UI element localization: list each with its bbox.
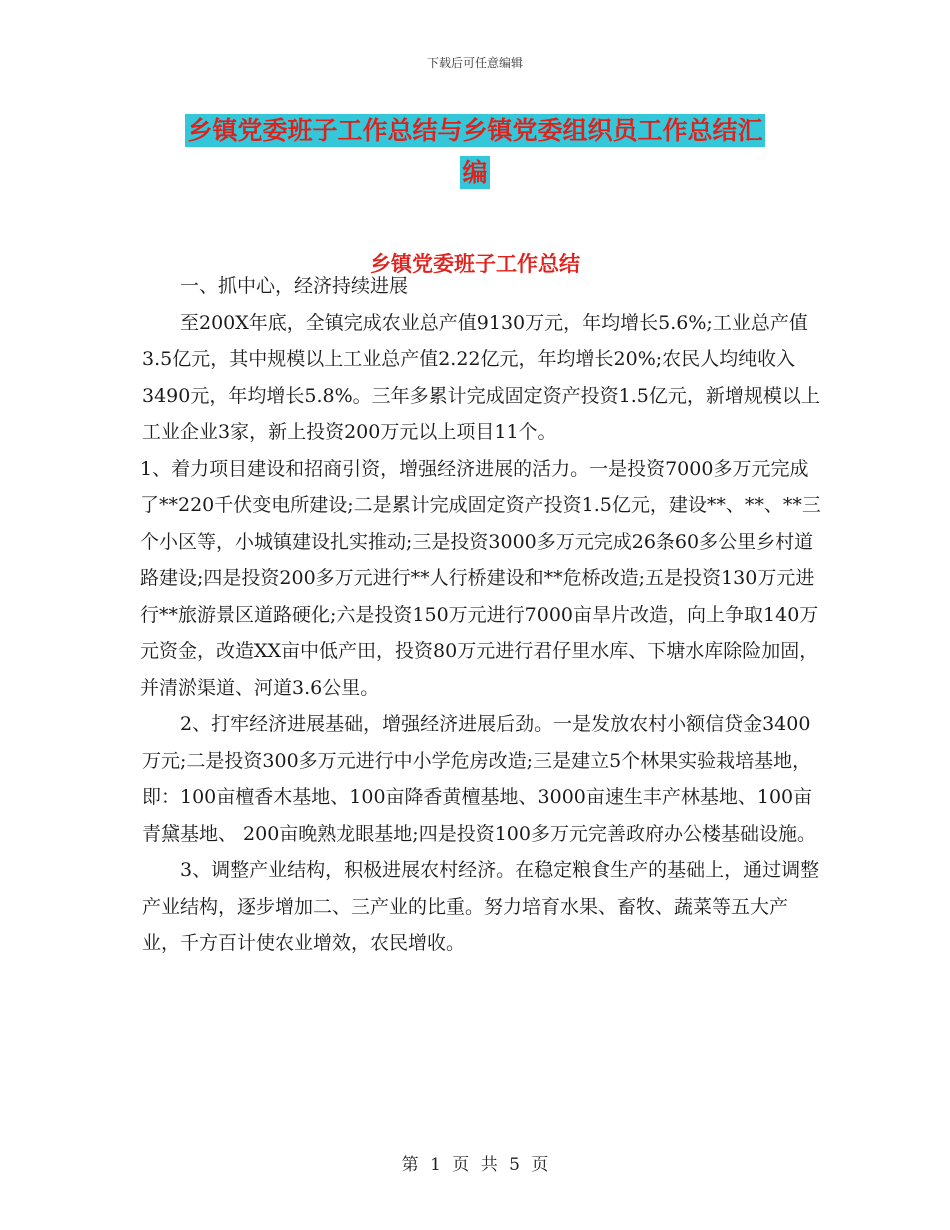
paragraph: 3、调整产业结构，积极进展农村经济。在稳定粮食生产的基础上，通过调整产业结构，逐步增加二、三产业的比重。努力培育水果、畜牧、蔬菜等五大产业，千方百计使农业增效，农民增收。 — [142, 859, 820, 954]
header-note: 下载后可任意编辑 — [426, 56, 523, 70]
paragraph: 至200X年底，全镇完成农业总产值9130万元，年均增长5.6%;工业总产值3.5亿元，其中规模以上工业总产值2.22亿元，年均增长20%;农民人均纯收入3490元，年均增长5.8%。三年多累计完成固定资产投资1.5亿元，新增规模以上工业企业3家，新上投资200万元以上项目11个。 — [142, 311, 820, 443]
document-title-line1: 乡镇党委班子工作总结与乡镇党委组织员工作总结汇 — [187, 116, 763, 145]
paragraph: 1、着力项目建设和招商引资，增强经济进展的活力。一是投资7000多万元完成了**220千伏变电所建设;二是累计完成固定资产投资1.5亿元，建设**、**、**三个小区等，小城镇建设扎实推动;三是投资3000多万元完成26条60多公里乡村道路建设;四是投资200多万元进行**人行桥建设和**危桥改造;五是投资130万元进行**旅游景区道路硬化;六是投资150万元进行7000亩旱片改造，向上争取140万元资金，改造XX亩中低产田，投资80万元进行君仔里水库、下塘水库除险加固，并清淤渠道、河道3.6公里。 — [140, 457, 821, 699]
document-body — [142, 262, 822, 962]
paragraph: 2、打牢经济进展基础，增强经济进展后劲。一是发放农村小额信贷金3400万元;二是投资300多万元进行中小学危房改造;三是建立5个林果实验栽培基地，即：100亩檀香木基地、100亩降香黄檀基地、3000亩速生丰产林基地、100亩青黛基地、 200亩晚熟龙眼基地;四是投资100多万元完善政府办公楼基础设施。 — [142, 713, 816, 845]
document-title — [0, 110, 950, 194]
section-title: 乡镇党委班子工作总结 — [370, 252, 580, 276]
page-number: 第 1 页 共 5 页 — [401, 1155, 549, 1175]
document-title-line2: 编 — [462, 158, 488, 187]
paragraph-heading: 一、抓中心，经济持续进展 — [180, 275, 409, 297]
